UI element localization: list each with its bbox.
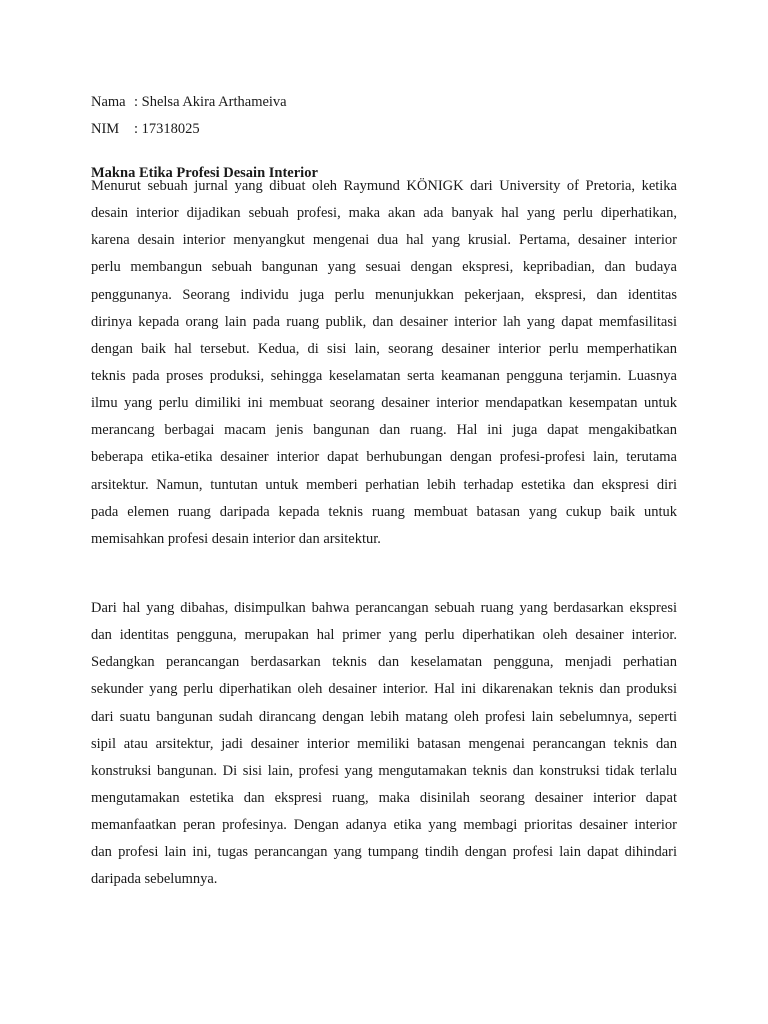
paragraph-2 — [91, 599, 677, 898]
paragraph-line: teknis pada proses produksi, sehingga keselamatan serta keamanan pengguna terjamin. Luasnya — [91, 367, 677, 384]
paragraph-line: dan profesi lain ini, tugas perancangan yang tumpang tindih dengan profesi lain dapat dihindari — [91, 844, 677, 861]
paragraph-line: Sedangkan perancangan berdasarkan teknis dan keselamatan pengguna, menjadi perhatian — [91, 654, 677, 671]
paragraph-line: ilmu yang perlu dimiliki ini membuat seorang desainer interior mendapatkan kesempatan untuk — [91, 395, 677, 412]
paragraph-line: sekunder yang perlu diperhatikan oleh desainer interior. Hal ini dikarenakan teknis dan produksi — [91, 681, 677, 698]
paragraph-line: dan identitas pengguna, merupakan hal primer yang perlu diperhatikan oleh desainer interior. — [91, 627, 677, 644]
nama-value: : Shelsa Akira Arthameiva — [134, 94, 287, 110]
paragraph-line: sipil atau arsitektur, jadi desainer interior memiliki batasan mengenai perancangan teknis dan — [91, 735, 677, 752]
nama-row — [91, 93, 287, 111]
paragraph-line: dengan baik hal tersebut. Kedua, di sisi lain, seorang desainer interior perlu memperhatikan — [91, 340, 677, 357]
paragraph-line: Dari hal yang dibahas, disimpulkan bahwa perancangan sebuah ruang yang berdasarkan ekspresi — [91, 600, 677, 616]
paragraph-line: memisahkan profesi desain interior dan arsitektur. — [91, 530, 381, 547]
paragraph-line: pada elemen ruang daripada kepada teknis ruang membuat batasan yang cukup baik untuk — [91, 503, 677, 520]
document-title: Makna Etika Profesi Desain Interior — [91, 165, 318, 181]
paragraph-line: Menurut sebuah jurnal yang dibuat oleh Raymund KÖNIGK dari University of Pretoria, ketika — [91, 178, 677, 194]
paragraph-line: memanfaatkan peran profesinya. Dengan adanya etika yang membagi prioritas desainer interior — [91, 817, 677, 834]
paragraph-line: beberapa etika-etika desainer interior dapat berhubungan dengan profesi-profesi lain, terutama — [91, 449, 677, 466]
paragraph-line: dirinya kepada orang lain pada ruang publik, dan desainer interior lah yang dapat memfasilitasi — [91, 313, 677, 330]
paragraph-line: mengutamakan estetika dan ekspresi ruang, maka disinilah seorang desainer interior dapat — [91, 789, 677, 806]
paragraph-line: desain interior dijadikan sebuah profesi, maka akan ada banyak hal yang perlu diperhatikan, — [91, 205, 677, 222]
paragraph-line: karena desain interior menyangkut mengenai dua hal yang krusial. Pertama, desainer interior — [91, 232, 677, 249]
nim-label: NIM — [91, 121, 120, 137]
paragraph-line: arsitektur. Namun, tuntutan untuk memberi perhatian lebih terhadap estetika dan ekspresi diri — [91, 476, 677, 493]
paragraph-line: merancang berbagai macam jenis bangunan dan ruang. Hal ini juga dapat mengakibatkan — [91, 422, 677, 439]
paragraph-line: perlu membangun sebuah bangunan yang sesuai dengan ekspresi, kepribadian, dan budaya — [91, 259, 677, 276]
nama-label: Nama — [91, 94, 126, 110]
nim-value: : 17318025 — [134, 121, 200, 137]
paragraph-1 — [91, 177, 677, 557]
paragraph-line: dari suatu bangunan sudah dirancang dengan lebih matang oleh profesi lain sebelumnya, seperti — [91, 708, 677, 725]
paragraph-line: daripada sebelumnya. — [91, 871, 218, 888]
paragraph-line: konstruksi bangunan. Di sisi lain, profesi yang mengutamakan teknis dan konstruksi tidak terlalu — [91, 762, 677, 779]
paragraph-line: penggunanya. Seorang individu juga perlu menunjukkan pekerjaan, ekspresi, dan identitas — [91, 286, 677, 303]
nim-row — [91, 120, 200, 138]
